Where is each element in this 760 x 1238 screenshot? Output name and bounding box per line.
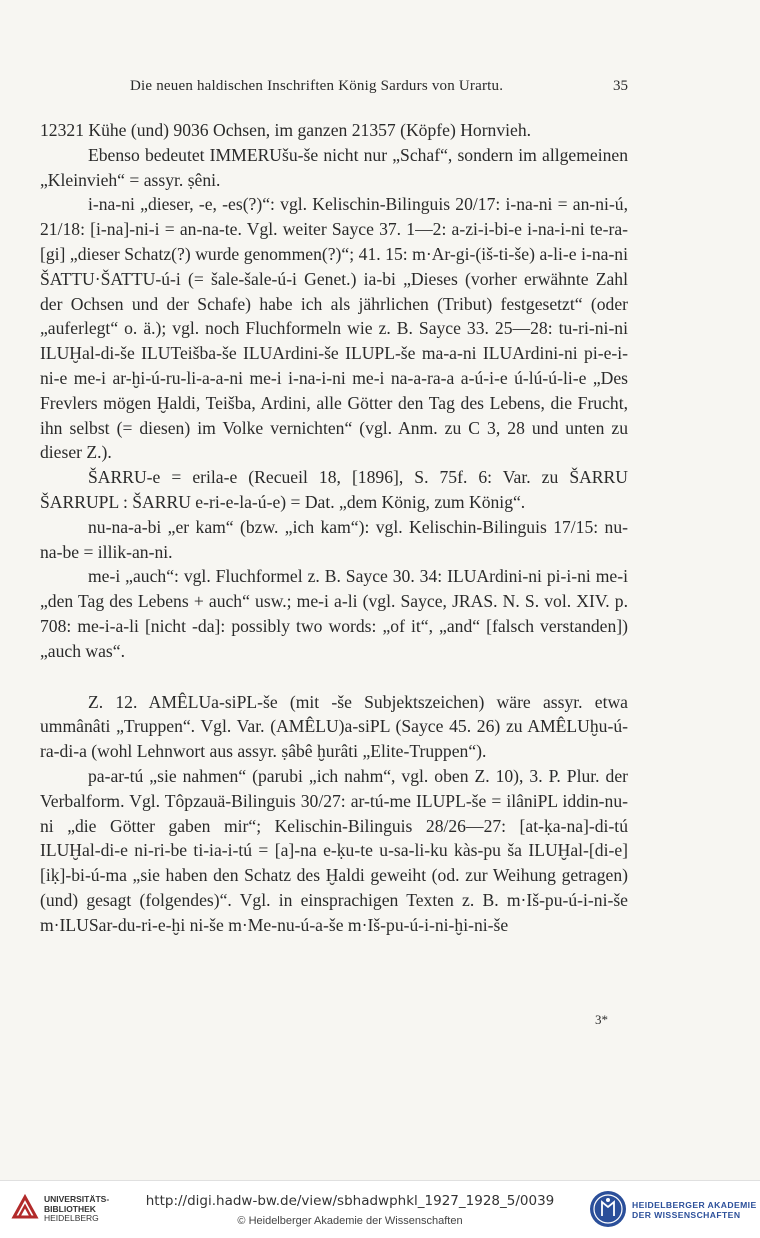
signature-mark: 3* bbox=[595, 1012, 608, 1027]
paragraph-5: nu-na-a-bi „er kam“ (bzw. „ich kam“): vgl. Kelischin-Bilinguis 17/15: nu-na-be = illik-an-ni. bbox=[40, 516, 628, 562]
library-line-2: BIBLIOTHEK bbox=[44, 1203, 96, 1214]
paragraph-4: ŠARRU-e = erila-e (Recueil 18, [1896], S. 75f. 6: Var. zu ŠARRU ŠARRUPL : ŠARRU e-ri-e-la-ú-e) = Dat. „dem König, zum König“. bbox=[40, 467, 628, 512]
paragraph-2: Ebenso bedeutet IMMERUšu-še nicht nur „Schaf“, sondern im allgemeinen „Kleinvieh“ = assyr. ṣêni. bbox=[40, 144, 628, 190]
library-emblem-icon bbox=[10, 1193, 40, 1223]
body-text bbox=[40, 118, 628, 938]
library-line-1: UNIVERSITÄTS- bbox=[44, 1194, 110, 1204]
copyright-notice: © Heidelberger Akademie der Wissenschaften bbox=[237, 1215, 463, 1227]
academy-seal-icon bbox=[588, 1189, 628, 1229]
academy-line-2: DER WISSENSCHAFTEN bbox=[632, 1210, 741, 1220]
library-line-3: HEIDELBERG bbox=[44, 1213, 99, 1223]
paragraph-6: me-i „auch“: vgl. Fluchformel z. B. Sayce 30. 34: ILUArdini-ni pi-i-ni me-i „den Tag des Lebens + auch“ usw.; me-i a-li (vgl. Sayce, JRAS. N. S. vol. XIV. p. 708: me-i-a-li [nicht -da]: possibly two words: „of it“, „and“ [falsch verstanden]) „auch was“. bbox=[40, 566, 628, 661]
running-header bbox=[0, 78, 760, 102]
header-title: Die neuen haldischen Inschriften König Sardurs von Urartu. bbox=[130, 78, 504, 94]
academy-logo[interactable] bbox=[588, 1189, 758, 1231]
page-number: 35 bbox=[613, 78, 628, 94]
academy-line-1: HEIDELBERGER AKADEMIE bbox=[632, 1200, 757, 1210]
paragraph-3: i-na-ni „dieser, -e, -es(?)“: vgl. Kelischin-Bilinguis 20/17: i-na-ni = an-ni-ú, 21/18: [i-na]-ni-i = an-na-te. Vgl. weiter Sayce 37. 1—2: a-zi-i-bi-e i-na-i-ni te-ra-[gi] „dieser Schatz(?) wurde genommen(?)“; 41. 15: m·Ar-gi-(iš-ti-še) a-li-e i-na-ni ŠATTU·ŠATTU-ú-i (= šale-šale-ú-i Genet.) ia-bi „Dieses (vorher erwähnte Zahl der Ochsen und der Schafe) habe ich als jährlichen (Tribut) festgesetzt“ (oder „auferlegt“ o. ä.); vgl. noch Fluchformeln wie z. B. Sayce 33. 25—28: tu-ri-ni-ni ILUḪal-di-še ILUTeišba-še ILUArdini-še ILUPL-še ma-a-ni ILUArdini-ni pi-e-i-ni-e me-i ar-ḫi-ú-ru-li-a-a-ni me-i i-na-i-ni me-i na-a-ra-a a-ú-i-e ú-lú-ú-li-e „Des Frevlers mögen Ḫaldi, Teišba, Ardini, alle Götter den Tag des Lebens, die Frucht, ihn selbst (= diesen) im Volke vernichten“ (vgl. Anm. zu C 3, 28 und unten zu dieser Z.). bbox=[40, 194, 628, 463]
paragraph-8: pa-ar-tú „sie nahmen“ (parubi „ich nahm“, vgl. oben Z. 10), 3. P. Plur. der Verbalform. Vgl. Tôpzauä-Bilinguis 30/27: ar-tú-me ILUPL-še = ilâniPL iddin-nu-ni „die Götter gaben mir“; Kelischin-Bilinguis 28/26—27: [at-ḳa-na]-di-tú ILUḪal-di-e ni-ri-be ti-ia-i-tú = [a]-na e-ḳu-te u-sa-li-ku kàs-pu ša ILUḪal-[di-e] [iḳ]-bi-ú-ma „sie haben den Schatz des Ḫaldi geweiht (od. zur Weihung getragen) (und) gesagt (folgendes)“. Vgl. in einsprachigen Texten z. B. m·Iš-pu-ú-i-ni-še m·ILUSar-du-ri-e-ḫi ni-še m·Me-nu-ú-a-še m·Iš-pu-ú-i-ni-ḫi-ni-še bbox=[40, 765, 628, 935]
university-library-logo[interactable] bbox=[10, 1193, 130, 1227]
viewer-footer bbox=[0, 1180, 760, 1238]
permalink-url[interactable]: http://digi.hadw-bw.de/view/sbhadwphkl_1927_1928_5/0039 bbox=[145, 1193, 555, 1209]
paragraph-7: Z. 12. AMÊLUa-siPL-še (mit -še Subjektszeichen) wäre assyr. etwa ummânâti „Truppen“. Vgl. Var. (AMÊLU)a-siPL (Sayce 45. 26) zu AMÊLUḫu-ú-ra-di-a (wohl Lehnwort aus assyr. ṣâbê ḫurâti „Elite-Truppen“). bbox=[40, 691, 628, 762]
paragraph-1: 12321 Kühe (und) 9036 Ochsen, im ganzen 21357 (Köpfe) Hornvieh. bbox=[40, 120, 532, 140]
